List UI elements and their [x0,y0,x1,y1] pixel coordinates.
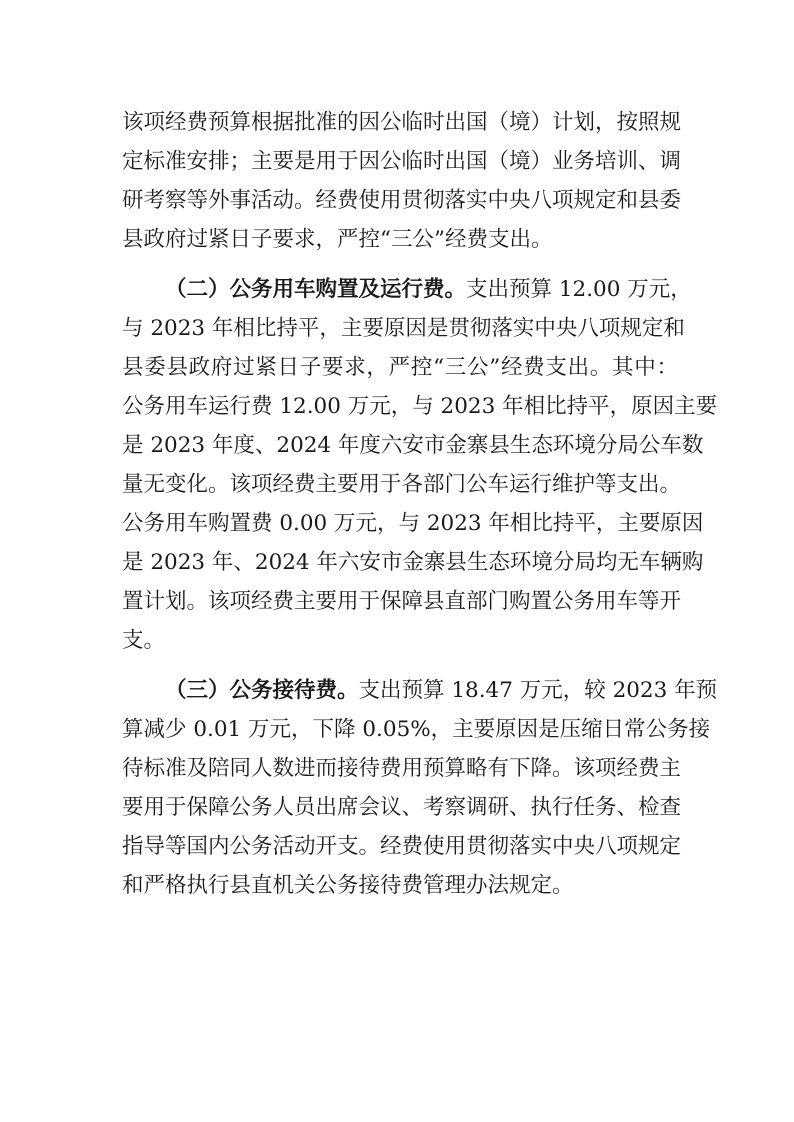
paragraph-2-line-2: 与 2023 年相比持平，主要原因是贯彻落实中央八项规定和 [122,316,685,341]
paragraph-2-line-3: 县委县政府过紧日子要求，严控“三公”经费支出。其中： [122,355,678,380]
paragraph-2-line-7: 公务用车购置费 0.00 万元，与 2023 年相比持平，主要原因 [122,511,704,536]
paragraph-2-heading: （二）公务用车购置及运行费。 [165,277,467,302]
paragraph-2-line-9: 置计划。该项经费主要用于保障县直部门购置公务用车等开 [122,589,682,614]
paragraph-1-line-3: 研考察等外事活动。经费使用贯彻落实中央八项规定和县委 [122,188,682,213]
paragraph-3-first-line-text: 支出预算 18.47 万元，较 2023 年预 [358,678,718,703]
paragraph-3-line-2: 算减少 0.01 万元，下降 0.05%，主要原因是压缩日常公务接 [122,717,711,742]
paragraph-1-line-4: 县政府过紧日子要求，严控“三公”经费支出。 [122,227,553,252]
paragraph-1-line-1: 该项经费预算根据批准的因公临时出国（境）计划，按照规 [122,110,682,135]
paragraph-3-line-6: 和严格执行县直机关公务接待费管理办法规定。 [122,873,574,898]
paragraph-2-line-10: 支。 [122,628,166,653]
paragraph-3-line-3: 待标准及陪同人数进而接待费用预算略有下降。该项经费主 [122,756,682,781]
paragraph-3-line-5: 指导等国内公务活动开支。经费使用贯彻落实中央八项规定 [122,834,682,859]
paragraph-2-first-line [165,275,692,305]
paragraph-2-first-line-text: 支出预算 12.00 万元， [466,277,692,302]
paragraph-3-line-4: 要用于保障公务人员出席会议、考察调研、执行任务、检查 [122,795,682,820]
paragraph-2-line-6: 量无变化。该项经费主要用于各部门公车运行维护等支出。 [122,472,682,497]
paragraph-1-line-2: 定标准安排；主要是用于因公临时出国（境）业务培训、调 [122,149,682,174]
paragraph-2-line-5: 是 2023 年度、2024 年度六安市金寨县生态环境分局公车数 [122,433,704,458]
paragraph-3-heading: （三）公务接待费。 [165,678,359,703]
paragraph-2-line-8: 是 2023 年、2024 年六安市金寨县生态环境分局均无车辆购 [122,550,704,575]
paragraph-3-first-line [165,676,718,706]
paragraph-2-line-4: 公务用车运行费 12.00 万元，与 2023 年相比持平，原因主要 [122,394,718,419]
